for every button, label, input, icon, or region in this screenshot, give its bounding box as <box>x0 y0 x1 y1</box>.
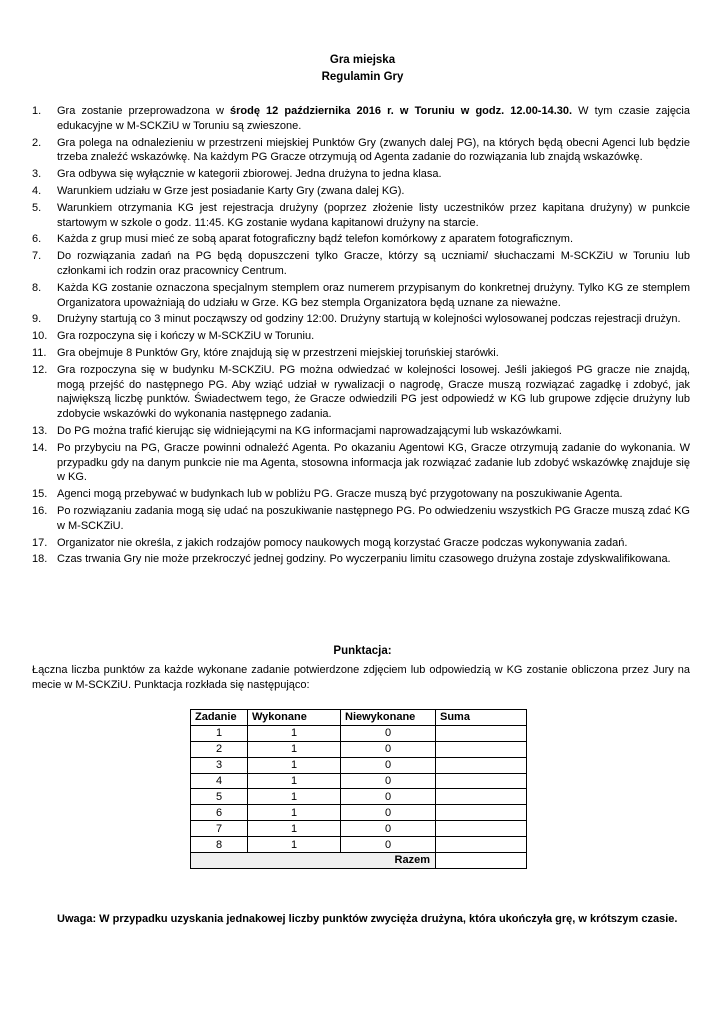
table-cell: 0 <box>341 757 436 773</box>
rule-item <box>32 167 690 182</box>
rule-text: Czas trwania Gry nie może przekroczyć jednej godziny. Po wyczerpaniu limitu czasowego drużyna zostaje zdyskwalifikowana. <box>57 553 671 566</box>
total-label: Razem <box>191 853 436 869</box>
scoring-intro: Łączna liczba punktów za każde wykonane zadanie potwierdzone zdjęciem lub odpowiedzią w KG zostanie obliczona przez Jury na mecie w M-SCKZiU. Punktacja rozkłada się następująco: <box>32 664 690 691</box>
total-value <box>436 853 527 869</box>
scoring-heading: Punktacja: <box>333 645 392 657</box>
table-cell: 1 <box>248 725 341 741</box>
rule-item <box>32 363 690 422</box>
table-row <box>191 757 527 773</box>
table-cell: 0 <box>341 837 436 853</box>
rule-number: 12. <box>32 363 48 376</box>
rule-item <box>32 136 690 166</box>
table-cell: 5 <box>191 789 248 805</box>
rule-item <box>32 424 690 439</box>
rule-item <box>32 329 690 344</box>
rule-text: Drużyny startują co 3 minut począwszy od godziny 12:00. Drużyny startują w kolejności wylosowanej podczas rejestracji drużyn. <box>57 313 681 326</box>
rule-item <box>32 441 690 485</box>
rule-item <box>32 104 690 134</box>
rule-item <box>32 232 690 247</box>
header-wykonane: Wykonane <box>248 710 341 726</box>
rule-text: Gra rozpoczyna się i kończy w M-SCKZiU w Toruniu. <box>57 330 315 343</box>
rule-number: 18. <box>32 553 48 566</box>
rule-number: 3. <box>32 168 42 181</box>
rule-number: 2. <box>32 136 42 149</box>
rule-text: Każda z grup musi mieć ze sobą aparat fotograficzny bądź telefon komórkowy z aparatem fotograficznym. <box>57 233 574 246</box>
rule-text-bold: środę 12 października 2016 r. w Toruniu w godz. 12.00-14.30. <box>230 105 573 117</box>
table-row <box>191 789 527 805</box>
table-cell <box>436 789 527 805</box>
header-niewykonane: Niewykonane <box>341 710 436 726</box>
table-row <box>191 837 527 853</box>
table-cell: 0 <box>341 773 436 789</box>
rule-text: Gra obejmuje 8 Punktów Gry, które znajdują się w przestrzeni miejskiej toruńskiej starówki. <box>57 346 499 359</box>
table-cell <box>436 757 527 773</box>
rules-list <box>32 104 690 569</box>
rule-number: 13. <box>32 424 48 437</box>
table-header-row <box>191 710 527 726</box>
table-cell: 0 <box>341 789 436 805</box>
scoring-table <box>190 709 527 869</box>
document-title: Gra miejska <box>329 54 396 66</box>
table-cell: 8 <box>191 837 248 853</box>
table-cell: 1 <box>248 821 341 837</box>
header-zadanie: Zadanie <box>191 710 248 726</box>
rule-text: Do PG można trafić kierując się widniejącymi na KG informacjami naprowadzającymi lub wskazówkami. <box>57 424 562 437</box>
rule-text-pre: Gra zostanie przeprowadzona w <box>57 105 230 117</box>
table-cell: 1 <box>191 725 248 741</box>
table-cell: 7 <box>191 821 248 837</box>
rule-text: Gra polega na odnalezieniu w przestrzeni miejskiej Punktów Gry (zwanych dalej PG), na których będą obecni Agenci lub będzie trzeba znaleźć wskazówkę. Na każdym PG Gracze otrzymują od Agenta zadanie do rozwiązania lub znajdą wskazówkę. <box>57 136 690 164</box>
rule-item <box>32 346 690 361</box>
rule-number: 17. <box>32 536 48 549</box>
rule-text: Organizator nie określa, z jakich rodzajów pomocy naukowych mogą korzystać Gracze podczas wykonywania zadań. <box>57 536 628 549</box>
rule-item <box>32 552 690 567</box>
rule-item <box>32 281 690 311</box>
rule-number: 16. <box>32 504 48 517</box>
rule-number: 7. <box>32 250 42 263</box>
table-cell: 1 <box>248 741 341 757</box>
rule-number: 8. <box>32 281 42 294</box>
rule-item <box>32 536 690 551</box>
table-cell <box>436 821 527 837</box>
rule-number: 11. <box>32 346 47 359</box>
table-cell: 0 <box>341 725 436 741</box>
table-cell: 3 <box>191 757 248 773</box>
rule-text: Do rozwiązania zadań na PG będą dopuszczeni tylko Gracze, którzy są uczniami/ słuchaczami M-SCKZiU w Toruniu lub członkami ich rodzin oraz pracownicy Centrum. <box>57 250 690 277</box>
rule-text: Po rozwiązaniu zadania mogą się udać na poszukiwanie następnego PG. Po odwiedzeniu wszystkich PG Gracze muszą zdać KG w M-SCKZiU. <box>57 504 690 532</box>
rule-number: 6. <box>32 233 42 246</box>
rule-item <box>32 504 690 534</box>
rule-text: Warunkiem udziału w Grze jest posiadanie Karty Gry (zwana dalej KG). <box>57 184 405 197</box>
note-text: Uwaga: W przypadku uzyskania jednakowej liczby punktów zwycięża drużyna, która ukończyła grę, w krótszym czasie. <box>57 913 678 925</box>
rule-number: 5. <box>32 201 42 214</box>
table-row <box>191 821 527 837</box>
table-cell <box>436 805 527 821</box>
rule-item <box>32 249 690 279</box>
table-cell: 1 <box>248 837 341 853</box>
rule-number: 10. <box>32 330 48 343</box>
table-cell <box>436 741 527 757</box>
rule-text: Każda KG zostanie oznaczona specjalnym stemplem oraz numerem przypisanym do konkretnej drużyny. Tylko KG ze stemplem Organizatora upoważniają do udziału w Grze. KG bez stempla Organizatora będą uznane za nieważne. <box>57 281 690 309</box>
table-cell: 6 <box>191 805 248 821</box>
table-cell: 1 <box>248 757 341 773</box>
rule-text: Warunkiem otrzymania KG jest rejestracja drużyny (poprzez złożenie listy uczestników przez kapitana drużyny) w punkcie startowym w szkole o godz. 11:45. KG zostanie wydana kapitanowi drużyny na starcie. <box>57 201 690 229</box>
table-cell: 0 <box>341 805 436 821</box>
rule-text: Agenci mogą przebywać w budynkach lub w pobliżu PG. Gracze muszą być przygotowany na poszukiwanie Agenta. <box>57 488 623 501</box>
rule-text-post: W tym czasie zajęcia edukacyjne w M-SCKZiU w Toruniu są zwieszone. <box>57 105 690 132</box>
table-row <box>191 741 527 757</box>
table-cell: 4 <box>191 773 248 789</box>
table-row <box>191 773 527 789</box>
rule-text: Gra rozpoczyna się w budynku M-SCKZiU. PG można odwiedzać w kolejności losowej. Jeśli jakiegoś PG gracze nie znajdą, mogą przejść do następnego PG. Aby wziąć udział w rywalizacji o nagrodę, Gracze muszą rozwiązać zagadkę i zdobyć, jak największą liczbę punktów. Świadectwem tego, że Gracze odwiedzili PG jest odpowiedź w KG lub grupowe zdjęcie drużyny lub zdobycie wskazówki do wykonania następnego zadania. <box>57 363 690 421</box>
rule-item <box>32 312 690 327</box>
table-total-row <box>191 853 527 869</box>
table-cell: 0 <box>341 821 436 837</box>
table-cell: 1 <box>248 805 341 821</box>
table-row <box>191 805 527 821</box>
rule-number: 14. <box>32 441 48 454</box>
rule-item <box>32 487 690 502</box>
rule-number: 9. <box>32 313 42 326</box>
table-cell <box>436 837 527 853</box>
rule-number: 4. <box>32 184 42 197</box>
table-row <box>191 725 527 741</box>
table-cell <box>436 773 527 789</box>
rule-number: 15. <box>32 488 48 501</box>
rule-text: Po przybyciu na PG, Gracze powinni odnaleźć Agenta. Po okazaniu Agentowi KG, Gracze otrzymują zadanie do wykonania. W przypadku gdy na danym punkcie nie ma Agenta, stosowna informacja jak rozwiązać zadanie lub zdobyć wskazówkę znajduje się w KG. <box>57 441 690 484</box>
table-cell: 0 <box>341 741 436 757</box>
rule-text: Gra odbywa się wyłącznie w kategorii zbiorowej. Jedna drużyna to jedna klasa. <box>57 168 442 181</box>
table-cell: 2 <box>191 741 248 757</box>
table-cell: 1 <box>248 789 341 805</box>
rule-item <box>32 201 690 231</box>
rule-number: 1. <box>32 105 42 117</box>
document-subtitle: Regulamin Gry <box>321 71 404 83</box>
rule-item <box>32 184 690 199</box>
table-cell: 1 <box>248 773 341 789</box>
table-cell <box>436 725 527 741</box>
header-suma: Suma <box>436 710 527 726</box>
